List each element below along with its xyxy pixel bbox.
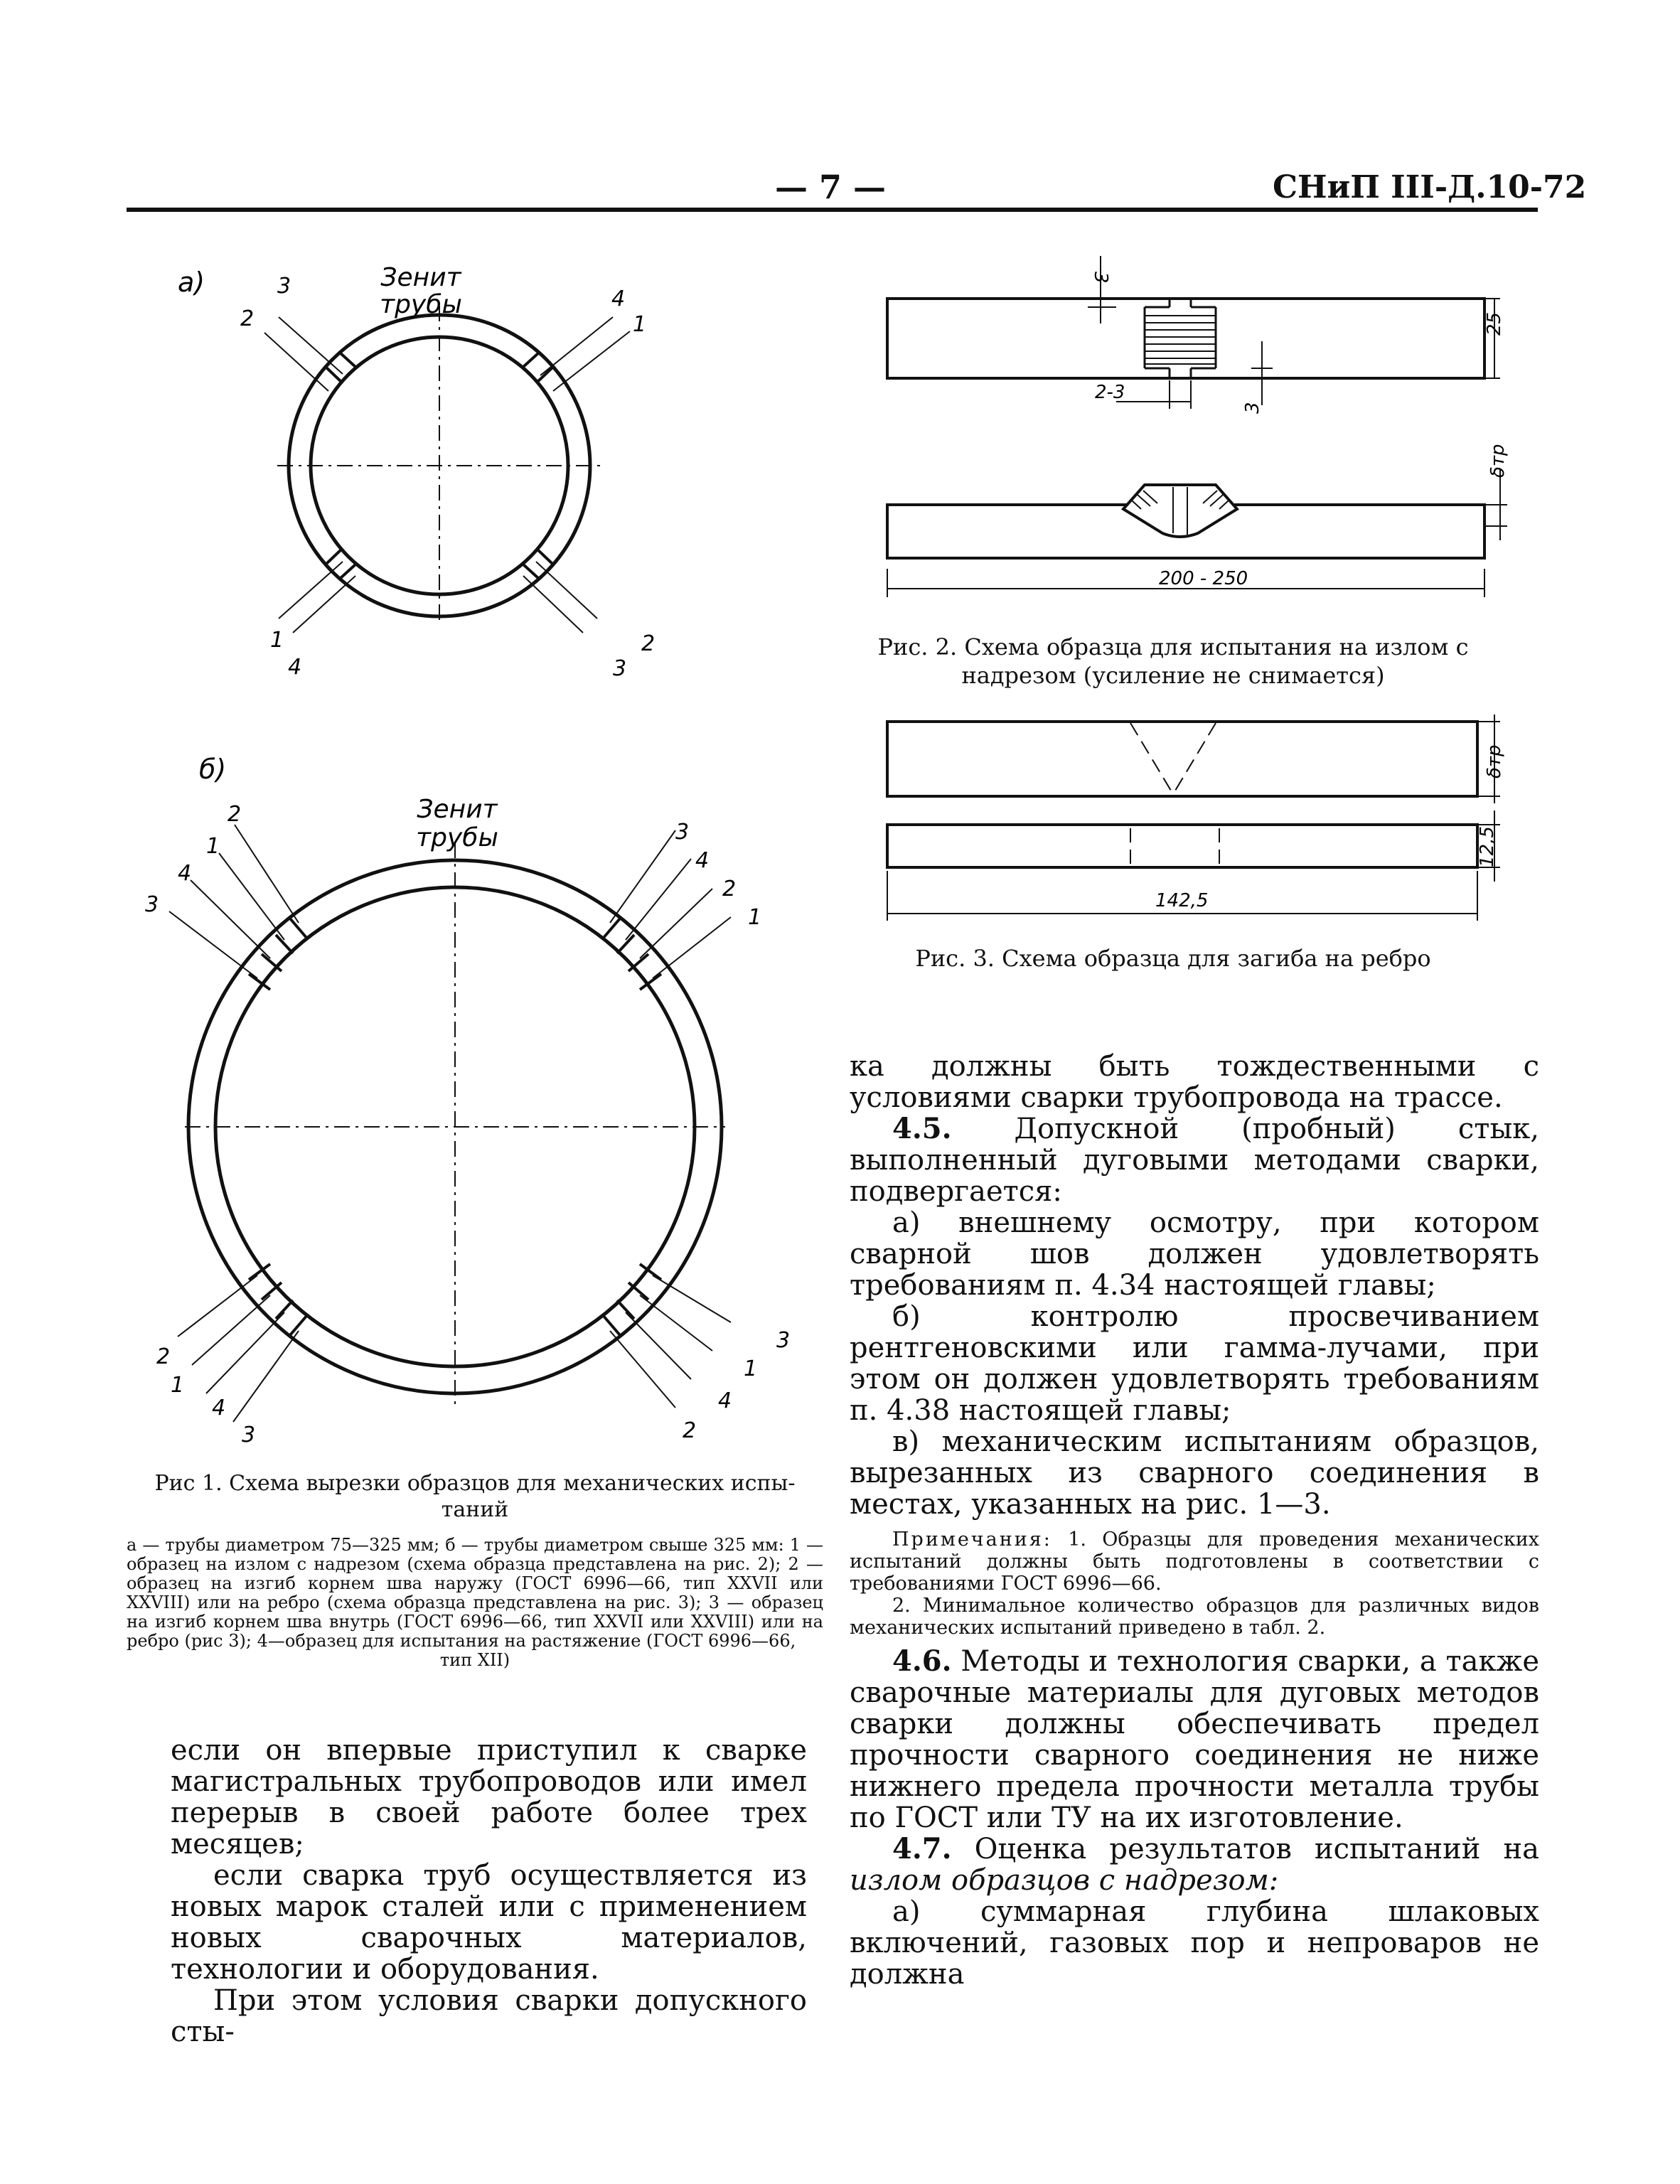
marker-label: 1 <box>270 628 284 653</box>
marker-label: 2 <box>722 877 737 901</box>
section-number: 4.7. <box>892 1832 952 1866</box>
paragraph-4-7 <box>850 1834 1539 1896</box>
dim-label: 12,5 <box>1477 826 1498 867</box>
note-text: 1. Образцы для проведения механических испытаний должны быть подготовлены в соответствии с требованиями ГОСТ 6996—66. <box>850 1529 1539 1595</box>
zenith-label: Зенит <box>380 263 461 292</box>
figure-2-caption: Рис. 2. Схема образца для испытания на излом с надрезом (усиление не снимается) <box>877 633 1469 689</box>
marker-label: 2 <box>228 802 242 827</box>
dim-label: 3 <box>1242 402 1263 414</box>
paragraph: если он впервые приступил к сварке магистральных трубопроводов или имел перерыв в своей работе более трех месяцев; <box>171 1734 807 1861</box>
panel-a-label: а) <box>178 267 205 298</box>
legend-text: а — трубы диаметром 75—325 мм; б — трубы диаметром свыше 325 мм: 1 — образец на излом с надрезом (схема образца представлена на рис. 2); 2 — образец на изгиб корнем шва наружу (ГОСТ 6996—66, тип XXVII или XXVIII) или на ребро (схема образца представлена на рис. 3); 3 — образец на изгиб корнем шва внутрь (ГОСТ 6996—66, тип XXVII или XXVIII) или на ребро (рис 3); 4—образец для испытания на растяжение (ГОСТ 6996—66, <box>127 1535 823 1651</box>
list-item: б) контролю просвечиванием рентгеновскими или гамма-лучами, при этом он должен удовлетворять требованиям п. 4.38 настоящей главы; <box>850 1300 1539 1427</box>
marker-label: 3 <box>613 656 627 681</box>
marker-label: 2 <box>240 306 255 331</box>
dim-label: δтр <box>1484 744 1505 778</box>
marker-label: 1 <box>171 1373 185 1398</box>
dim-label: 200 - 250 <box>1159 568 1248 589</box>
paragraph-4-5 <box>850 1113 1539 1207</box>
section-number: 4.6. <box>892 1644 952 1678</box>
paragraph-text: Методы и технология сварки, а также сварочные материалы для дуговых методов сварки должны обеспечивать предел прочности сварного соединения не ниже нижнего предела прочности металла трубы по ГОСТ или ТУ на их изготовление. <box>850 1645 1539 1834</box>
notes-block <box>850 1529 1539 1639</box>
figure-1a <box>156 249 697 690</box>
marker-label: 1 <box>206 834 220 859</box>
dim-label: 142,5 <box>1155 890 1209 911</box>
figure-3 <box>874 714 1514 942</box>
left-column-text <box>171 1735 807 2048</box>
panel-b-label: б) <box>199 754 227 785</box>
marker-label: 1 <box>748 905 762 930</box>
dim-label: 25 <box>1484 311 1505 336</box>
marker-label: 4 <box>611 287 626 311</box>
marker-label: 3 <box>145 892 159 917</box>
document-code: СНиП III-Д.10-72 <box>1273 169 1587 205</box>
zenith-label: трубы <box>416 823 498 852</box>
marker-label: 4 <box>718 1388 732 1413</box>
marker-label: 3 <box>277 274 291 299</box>
italic-text: излом образцов с надрезом: <box>850 1864 1279 1897</box>
notes-label: Примечания: <box>892 1529 1052 1551</box>
figure-1-legend <box>127 1536 823 1670</box>
right-column-text <box>850 1051 1539 1990</box>
figure-1-caption <box>127 1470 823 1523</box>
marker-label: 1 <box>744 1356 758 1381</box>
list-item: а) внешнему осмотру, при котором сварной шов должен удовлетворять требованиям п. 4.34 настоящей главы; <box>850 1206 1539 1302</box>
marker-label: 4 <box>288 655 302 680</box>
paragraph: ка должны быть тождественными с условиями сварки трубопровода на трассе. <box>850 1050 1539 1114</box>
marker-label: 1 <box>633 312 647 337</box>
paragraph-text: Допускной (пробный) стык, выполненный дуговыми методами сварки, подвергается: <box>850 1113 1539 1208</box>
marker-label: 4 <box>212 1396 226 1420</box>
paragraph: если сварка труб осуществляется из новых марок сталей или с применением новых сварочных материалов, технологии и оборудования. <box>171 1859 807 1986</box>
marker-label: 4 <box>178 861 192 886</box>
caption-line: Рис 1. Схема вырезки образцов для механических испы- <box>154 1471 796 1496</box>
paragraph: При этом условия сварки допускного сты- <box>171 1984 807 2048</box>
marker-label: 3 <box>675 820 690 845</box>
zenith-label: трубы <box>380 290 462 319</box>
marker-label: 4 <box>695 848 710 873</box>
note: 2. Минимальное количество образцов для различных видов механических испытаний приведено в табл. 2. <box>850 1595 1539 1639</box>
page-number: — 7 — <box>775 168 887 206</box>
section-number: 4.5. <box>892 1112 952 1145</box>
marker-label: 2 <box>156 1344 171 1369</box>
zenith-label: Зенит <box>417 795 498 824</box>
dim-label: 2-3 <box>1095 382 1125 403</box>
dim-label: δтр <box>1487 444 1509 478</box>
dim-label: 3 <box>1090 272 1111 284</box>
figure-3-caption: Рис. 3. Схема образца для загиба на ребро <box>915 945 1431 972</box>
paragraph-text: Оценка результатов испытаний на <box>974 1833 1539 1866</box>
figure-2 <box>874 256 1514 626</box>
legend-text: тип XII) <box>439 1650 510 1670</box>
caption-line: таний <box>441 1497 509 1522</box>
header-rule <box>127 208 1538 212</box>
marker-label: 3 <box>242 1423 256 1447</box>
paragraph-4-6 <box>850 1646 1539 1834</box>
list-item: в) механическим испытаниям образцов, вырезанных из сварного соединения в местах, указанных на рис. 1—3. <box>850 1425 1539 1521</box>
note <box>850 1529 1539 1595</box>
marker-label: 2 <box>641 631 656 656</box>
marker-label: 2 <box>683 1418 697 1443</box>
figure-1b <box>135 754 803 1450</box>
marker-label: 3 <box>776 1328 791 1353</box>
list-item: а) суммарная глубина шлаковых включений, газовых пор и непроваров не должна <box>850 1895 1539 1991</box>
